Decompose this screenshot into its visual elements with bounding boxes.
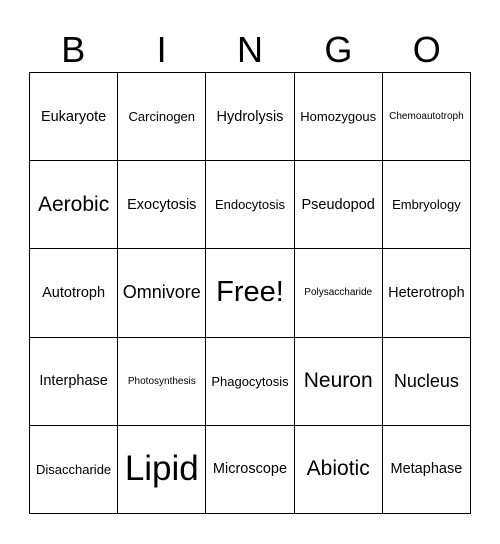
cell-term: Photosynthesis — [127, 375, 196, 387]
cell-term: Carcinogen — [128, 109, 196, 125]
bingo-cell[interactable] — [295, 249, 383, 337]
cell-term: Aerobic — [37, 192, 110, 216]
bingo-cell[interactable] — [30, 73, 118, 161]
bingo-cell[interactable] — [383, 338, 471, 426]
bingo-grid — [29, 72, 471, 514]
bingo-cell[interactable] — [206, 73, 294, 161]
bingo-cell[interactable] — [30, 161, 118, 249]
bingo-cell[interactable] — [118, 338, 206, 426]
bingo-cell[interactable] — [206, 426, 294, 514]
bingo-cell[interactable] — [30, 249, 118, 337]
cell-term: Omnivore — [122, 282, 201, 303]
cell-term: Embryology — [392, 197, 461, 213]
header-letter-b: B — [61, 29, 86, 70]
cell-term: Homozygous — [300, 109, 377, 125]
cell-term: Abiotic — [306, 457, 370, 481]
cell-term: Chemoautotroph — [389, 111, 464, 123]
bingo-cell[interactable] — [118, 249, 206, 337]
bingo-cell[interactable] — [383, 73, 471, 161]
cell-term: Hydrolysis — [216, 108, 284, 125]
header-letter-g: G — [324, 29, 353, 70]
bingo-cell[interactable] — [295, 161, 383, 249]
cell-term: Free! — [216, 276, 284, 309]
bingo-cell[interactable] — [383, 426, 471, 514]
cell-term: Autotroph — [42, 284, 106, 301]
cell-term: Interphase — [39, 373, 108, 390]
bingo-cell[interactable] — [30, 426, 118, 514]
cell-term: Phagocytosis — [211, 373, 289, 389]
bingo-cell[interactable] — [118, 426, 206, 514]
header-letter-i: I — [156, 29, 167, 70]
bingo-header — [29, 28, 471, 72]
bingo-cell[interactable] — [383, 249, 471, 337]
cell-term: Nucleus — [393, 370, 459, 391]
cell-term: Endocytosis — [214, 197, 286, 213]
cell-term: Microscope — [212, 461, 288, 478]
bingo-cell[interactable] — [295, 73, 383, 161]
cell-term: Lipid — [124, 449, 199, 489]
cell-term: Polysaccharide — [304, 287, 373, 299]
cell-term: Disaccharide — [36, 461, 112, 477]
bingo-cell[interactable] — [295, 426, 383, 514]
bingo-cell[interactable] — [118, 161, 206, 249]
bingo-cell[interactable] — [30, 338, 118, 426]
cell-term: Eukaryote — [40, 108, 107, 125]
cell-term: Metaphase — [390, 461, 463, 478]
bingo-cell[interactable] — [295, 338, 383, 426]
cell-term: Exocytosis — [127, 196, 197, 213]
header-letter-n: N — [236, 29, 263, 70]
bingo-cell[interactable] — [383, 161, 471, 249]
header-letter-o: O — [412, 29, 441, 70]
bingo-free-cell[interactable] — [206, 249, 294, 337]
bingo-cell[interactable] — [206, 161, 294, 249]
cell-term: Neuron — [303, 369, 373, 393]
bingo-cell[interactable] — [206, 338, 294, 426]
cell-term: Heterotroph — [388, 284, 465, 301]
cell-term: Pseudopod — [301, 196, 375, 213]
bingo-cell[interactable] — [118, 73, 206, 161]
